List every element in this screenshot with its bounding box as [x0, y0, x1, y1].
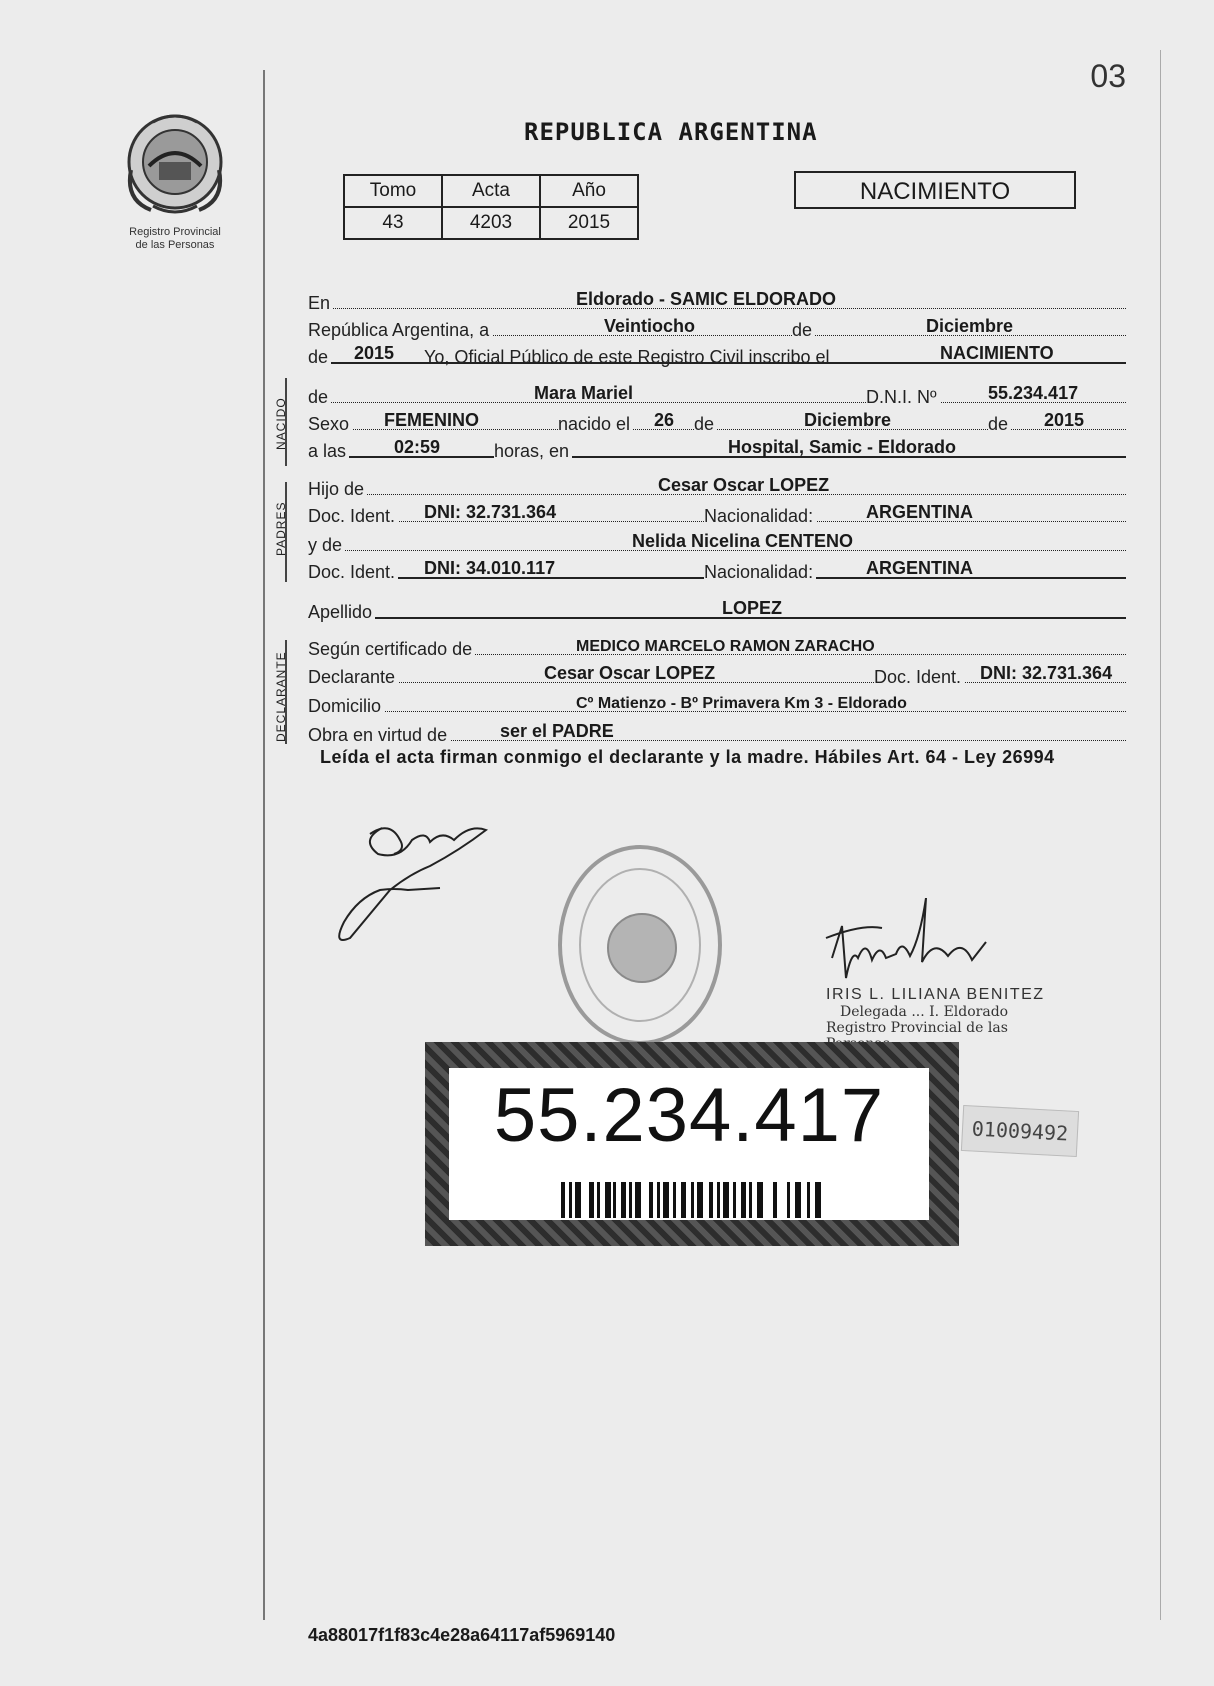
padres-side-label: PADRES [274, 501, 288, 556]
official-signature [822, 898, 1002, 988]
doc-ident-label-3: Doc. Ident. [874, 667, 964, 688]
doc-ident-label-1: Doc. Ident. [308, 506, 398, 527]
header-anio: Año [540, 175, 638, 207]
obra-label: Obra en virtud de [308, 725, 450, 746]
declarante-side-label: DECLARANTE [274, 651, 288, 742]
document-hash: 4a88017f1f83c4e28a64117af5969140 [308, 1625, 616, 1645]
de-label-3: de [308, 387, 331, 408]
record-table [343, 174, 639, 240]
father-doc-value: DNI: 32.731.364 [424, 502, 557, 522]
birth-time-value: 02:59 [394, 437, 441, 457]
row-apellido [308, 593, 1126, 622]
row-obra [308, 716, 1126, 745]
mother-nationality-value: ARGENTINA [866, 558, 973, 578]
republica-label: República Argentina, a [308, 320, 492, 341]
row-nombre [308, 378, 1126, 407]
row-certificado [308, 630, 1126, 659]
serial-label: 01009492 [961, 1105, 1079, 1157]
registry-logo [110, 110, 240, 252]
de-label-2: de [308, 347, 331, 368]
sticker-label [449, 1068, 929, 1220]
nacido-side-label: NACIDO [274, 397, 288, 450]
domicilio-label: Domicilio [308, 696, 384, 717]
y-de-label: y de [308, 535, 345, 556]
de-label-4: de [694, 414, 717, 435]
father-name-value: Cesar Oscar LOPEZ [658, 475, 830, 495]
row-y-de [308, 526, 1126, 555]
birth-place-value: Hospital, Samic - Eldorado [728, 437, 957, 457]
official-name: IRIS L. LILIANA BENITEZ [826, 986, 1045, 1003]
a-las-label: a las [308, 441, 349, 462]
value-tomo: 43 [344, 207, 442, 239]
mother-doc-value: DNI: 34.010.117 [424, 558, 556, 578]
dni-sticker [425, 1042, 959, 1246]
official-org: Registro Provincial de las [826, 1020, 1008, 1036]
page-number: 03 [1090, 58, 1126, 94]
child-dni-value: 55.234.417 [988, 383, 1079, 403]
document-title: REPUBLICA ARGENTINA [524, 118, 818, 146]
year-value: 2015 [354, 343, 395, 363]
row-father-doc [308, 497, 1126, 526]
nacido-el-label: nacido el [558, 414, 633, 435]
declarant-name-value: Cesar Oscar LOPEZ [544, 663, 716, 683]
legal-text: Leída el acta firman conmigo el declarante y la madre. Hábiles Art. 64 - Ley 26994 [320, 747, 1055, 767]
birth-year-value: 2015 [1044, 410, 1085, 430]
barcode-icon [561, 1182, 823, 1218]
declarante-label: Declarante [308, 667, 398, 688]
place-value: Eldorado - SAMIC ELDORADO [576, 289, 836, 309]
child-name-value: Mara Mariel [534, 383, 634, 403]
doc-ident-label-2: Doc. Ident. [308, 562, 398, 583]
en-label: En [308, 293, 333, 314]
record-type-box: NACIMIENTO [794, 171, 1076, 209]
value-anio: 2015 [540, 207, 638, 239]
value-acta: 4203 [442, 207, 540, 239]
row-hora [308, 432, 1126, 461]
official-role: Delegada ... I. Eldorado [840, 1004, 1009, 1020]
row-inscribo [308, 338, 1126, 367]
province-seal-icon [123, 110, 227, 220]
sexo-label: Sexo [308, 414, 352, 435]
sex-value: FEMENINO [384, 410, 480, 430]
logo-caption-line2: de las Personas [135, 239, 215, 251]
hijo-de-label: Hijo de [308, 479, 367, 500]
row-en [308, 284, 1126, 313]
logo-caption [110, 226, 240, 252]
birth-day-value: 26 [654, 410, 675, 430]
mother-name-value: Nelida Nicelina CENTENO [632, 531, 854, 551]
birth-month-value: Diciembre [804, 410, 892, 430]
surname-value: LOPEZ [722, 598, 783, 618]
month-value: Diciembre [926, 316, 1014, 336]
nacionalidad-label-2: Nacionalidad: [704, 562, 816, 583]
nacionalidad-label-1: Nacionalidad: [704, 506, 816, 527]
header-acta: Acta [442, 175, 540, 207]
address-value: Cº Matienzo - Bº Primavera Km 3 - Eldorado [576, 695, 907, 712]
inscribo-value: NACIMIENTO [940, 343, 1054, 363]
inscribo-text: Yo, Oficial Público de este Registro Civil inscribo el [424, 347, 830, 367]
apellido-label: Apellido [308, 602, 375, 623]
logo-caption-line1: Registro Provincial [129, 226, 221, 238]
relationship-value: ser el PADRE [500, 721, 614, 741]
row-republica [308, 311, 1126, 340]
declarant-signature [330, 810, 520, 950]
row-declarante [308, 658, 1126, 687]
day-words-value: Veintiocho [604, 316, 696, 336]
de-label-1: de [792, 320, 815, 341]
certificado-label: Según certificado de [308, 639, 475, 660]
left-margin-rule [263, 70, 265, 1620]
official-stamp [552, 840, 728, 1050]
row-hijo-de [308, 470, 1126, 499]
sticker-dni-number: 55.234.417 [493, 1073, 885, 1158]
de-label-5: de [988, 414, 1011, 435]
father-nationality-value: ARGENTINA [866, 502, 973, 522]
row-domicilio [308, 687, 1126, 716]
row-sexo [308, 405, 1126, 434]
horas-en-label: horas, en [494, 441, 572, 462]
certificate-value: MEDICO MARCELO RAMON ZARACHO [576, 638, 875, 655]
dni-label: D.N.I. Nº [866, 387, 940, 408]
declarant-doc-value: DNI: 32.731.364 [980, 663, 1113, 683]
row-mother-doc [308, 553, 1126, 582]
header-tomo: Tomo [344, 175, 442, 207]
right-margin-rule [1160, 50, 1161, 1620]
